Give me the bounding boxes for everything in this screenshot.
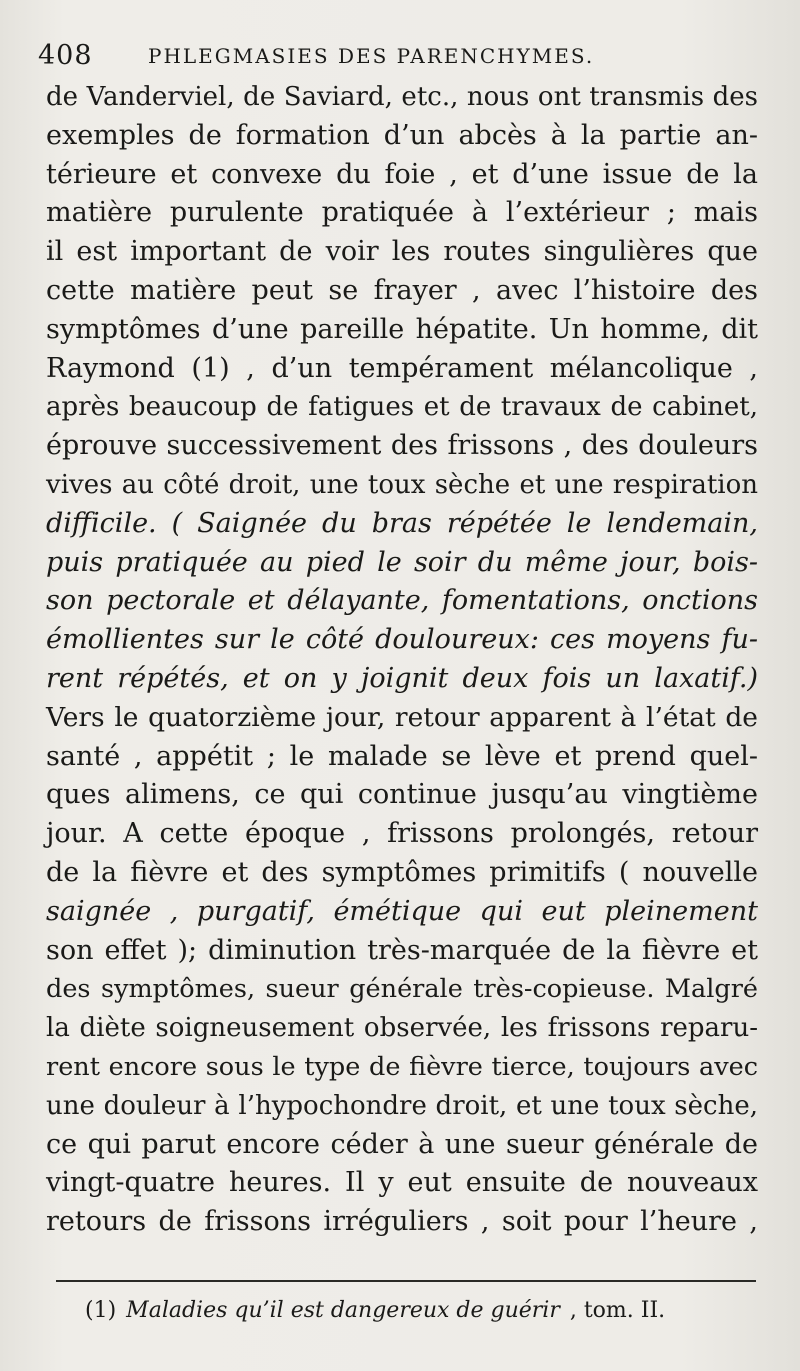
- text-line: de la fièvre et des symptômes primitifs ( nouvelle: [46, 856, 758, 888]
- text-line: émollientes sur le côté douloureux: ces moyens fu-: [46, 624, 758, 656]
- text-line: saignée , purgatif, émétique qui eut pleinement: [46, 895, 758, 927]
- text-line: cette matière peut se frayer , avec l’histoire des: [46, 274, 758, 306]
- text-line: ques alimens, ce qui continue jusqu’au vingtième: [46, 779, 758, 811]
- text-line: térieure et convexe du foie , et d’une issue de la: [46, 158, 758, 190]
- text-line: rent encore sous le type de fièvre tierce, toujours avec: [46, 1051, 758, 1082]
- text-line: jour. A cette époque , frissons prolongés, retour: [46, 818, 758, 850]
- page-number: 408: [38, 40, 93, 71]
- text-line: une douleur à l’hypochondre droit, et une toux sèche,: [46, 1090, 758, 1121]
- footnote-tail: , tom. II.: [569, 1298, 666, 1323]
- footnote-marker: (1): [85, 1298, 117, 1323]
- text-line: exemples de formation d’un abcès à la partie an-: [46, 119, 758, 151]
- text-line: rent répétés, et on y joignit deux fois un laxatif.): [46, 662, 758, 694]
- text-line: il est important de voir les routes singulières que: [46, 236, 758, 268]
- text-line: la diète soigneusement observée, les frissons reparu-: [46, 1013, 758, 1044]
- text-line: ce qui parut encore céder à une sueur générale de: [46, 1128, 758, 1160]
- footnote-title: Maladies qu’il est dangereux de guérir: [126, 1298, 560, 1323]
- text-line: de Vanderviel, de Saviard, etc., nous ont transmis des: [46, 82, 758, 112]
- text-line: symptômes d’une pareille hépatite. Un homme, dit: [46, 313, 758, 345]
- page-header: [38, 40, 758, 80]
- text-line: son pectorale et délayante, fomentations, onctions: [46, 585, 758, 617]
- text-line: après beaucoup de fatigues et de travaux de cabinet,: [46, 392, 758, 423]
- text-line: Vers le quatorzième jour, retour apparent à l’état de: [46, 701, 758, 733]
- text-line: son effet ); diminution très-marquée de la fièvre et: [46, 934, 758, 966]
- text-line: éprouve successivement des frissons , des douleurs: [46, 430, 758, 462]
- text-line: vives au côté droit, une toux sèche et une respiration: [46, 469, 758, 500]
- text-line: retours de frissons irréguliers , soit pour l’heure ,: [46, 1206, 758, 1238]
- footnote-rule: [56, 1280, 756, 1282]
- text-line: santé , appétit ; le malade se lève et prend quel-: [46, 740, 758, 772]
- text-line: des symptômes, sueur générale très-copieuse. Malgré: [46, 974, 758, 1005]
- footnote: [85, 1296, 725, 1326]
- running-title: PHLEGMASIES DES PARENCHYMES.: [148, 44, 595, 68]
- body-text: [46, 78, 758, 1242]
- text-line: difficile. ( Saignée du bras répétée le lendemain,: [46, 507, 758, 539]
- text-line: Raymond (1) , d’un tempérament mélancolique ,: [46, 352, 758, 384]
- text-line: matière purulente pratiquée à l’extérieur ; mais: [46, 197, 758, 229]
- text-line: puis pratiquée au pied le soir du même jour, bois-: [46, 546, 758, 578]
- text-line: vingt-quatre heures. Il y eut ensuite de nouveaux: [46, 1167, 758, 1199]
